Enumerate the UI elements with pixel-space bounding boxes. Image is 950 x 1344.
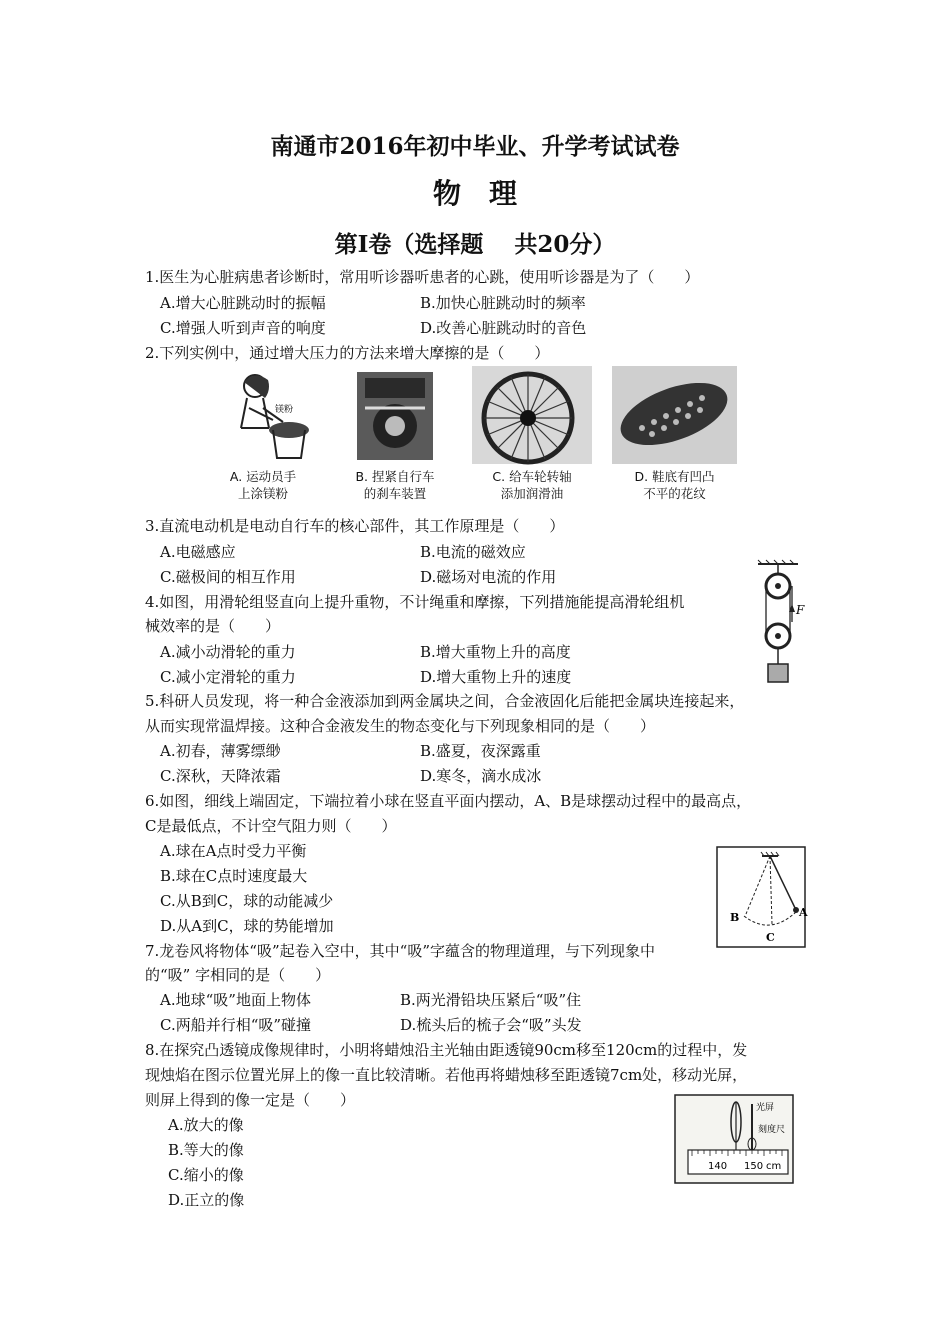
question-8-stem-line1: 8.在探究凸透镜成像规律时，小明将蜡烛沿主光轴由距透镜90cm移至120cm的过程中，发 [145,1041,748,1059]
q6-option-c: C.从B到C，球的动能减少 [160,892,334,910]
q8-option-d: D.正立的像 [168,1191,245,1209]
ruler-tick-150: 150 [744,1161,764,1172]
exam-title: 南通市2016年初中毕业、升学考试试卷 [270,133,680,160]
question-7-stem-line1: 7.龙卷风将物体“吸”起卷入空中，其中“吸”字蕴含的物理道理，与下列现象中 [145,942,655,960]
q5-option-c: C.深秋，天降浓霜 [160,767,281,785]
q3-option-a: A.电磁感应 [160,543,236,561]
q7-option-c: C.两船并行相“吸”碰撞 [160,1016,312,1034]
q2-caption-a-line2: 上涂镁粉 [237,486,288,501]
q2-figure-a [213,368,313,508]
section-title: 第Ⅰ卷（选择题 共20分） [334,231,616,258]
chalk-label: 镁粉 [275,405,294,415]
q7-option-d: D.梳头后的梳子会“吸”头发 [400,1016,582,1034]
q8-option-a: A.放大的像 [168,1116,244,1134]
q6-option-b: B.球在C点时速度最大 [160,867,308,885]
subject-title: 物 理 [432,177,517,210]
q2-caption-c-line1: C. 给车轮转轴 [492,469,572,484]
q4-option-d: D.增大重物上升的速度 [420,668,572,686]
screen-label: 光屏 [756,1103,775,1113]
point-b-label: B [730,911,740,924]
question-6-stem-line2: C是最低点，不计空气阻力则（ ） [145,817,397,835]
q3-option-d: D.磁场对电流的作用 [420,568,557,586]
question-1-stem: 1.医生为心脏病患者诊断时，常用听诊器听患者的心跳，使用听诊器是为了（ ） [145,268,700,286]
ruler-tick-140: 140 [708,1161,728,1172]
q6-option-d: D.从A到C，球的势能增加 [160,917,334,935]
q2-figure-c [472,366,592,508]
athlete-chalk-illustration [213,368,313,464]
q8-option-c: C.缩小的像 [168,1166,244,1184]
wheel-axle-photo [472,366,592,464]
bicycle-brake-photo [335,368,455,464]
q1-option-c: C.增强人听到声音的响度 [160,319,326,337]
q2-caption-b-line1: B. 捏紧自行车 [355,469,435,484]
question-2-stem: 2.下列实例中，通过增大压力的方法来增大摩擦的是（ ） [145,344,550,362]
q7-option-a: A.地球“吸”地面上物体 [160,991,311,1009]
q2-caption-b-line2: 的刹车装置 [363,486,427,501]
q3-option-b: B.电流的磁效应 [420,543,526,561]
question-5-stem-line1: 5.科研人员发现，将一种合金液添加到两金属块之间，合金液固化后能把金属块连接起来， [145,692,745,710]
q3-option-c: C.磁极间的相互作用 [160,568,296,586]
question-5-stem-line2: 从而实现常温焊接。这种合金液发生的物态变化与下列现象相同的是（ ） [145,717,656,735]
question-7-stem-line2: 的“吸” 字相同的是（ ） [145,966,331,984]
q4-option-b: B.增大重物上升的高度 [420,643,571,661]
q2-caption-d-line1: D. 鞋底有凹凸 [634,469,715,484]
question-6-stem-line1: 6.如图，细线上端固定，下端拉着小球在竖直平面内摆动，A、B是球摆动过程中的最高点， [145,792,752,810]
question-4-stem-line1: 4.如图，用滑轮组竖直向上提升重物，不计绳重和摩擦，下列措施能提高滑轮组机 [145,593,685,611]
ruler-unit: cm [766,1161,782,1172]
point-a-label: A [799,906,808,919]
q5-option-a: A.初春，薄雾缥缈 [160,742,281,760]
pendulum-figure [716,846,806,948]
pulley-system-figure [752,560,814,690]
lens-ruler-figure [674,1094,794,1184]
point-c-label: C [766,931,775,944]
question-8-stem-line2: 现烛焰在图示位置光屏上的像一直比较清晰。若他再将蜡烛移至距透镜7cm处，移动光屏， [145,1066,748,1084]
q5-option-b: B.盛夏，夜深露重 [420,742,541,760]
shoe-sole-photo [612,366,737,464]
q1-option-b: B.加快心脏跳动时的频率 [420,294,586,312]
q6-option-a: A.球在A点时受力平衡 [160,842,307,860]
q2-figure-d [612,366,737,508]
q2-figure-b [335,368,455,508]
question-4-stem-line2: 械效率的是（ ） [145,617,281,635]
q2-caption-d-line2: 不平的花纹 [643,486,706,501]
q5-option-d: D.寒冬，滴水成冰 [420,767,542,785]
q1-option-d: D.改善心脏跳动时的音色 [420,319,587,337]
force-label: F [796,603,805,617]
q7-option-b: B.两光滑铅块压紧后“吸”住 [400,991,582,1009]
q1-option-a: A.增大心脏跳动时的振幅 [160,294,326,312]
q4-option-a: A.减小动滑轮的重力 [160,643,296,661]
ruler-label: 刻度尺 [758,1125,786,1135]
q8-option-b: B.等大的像 [168,1141,244,1159]
q2-caption-c-line2: 添加润滑油 [500,486,564,501]
question-3-stem: 3.直流电动机是电动自行车的核心部件，其工作原理是（ ） [145,517,565,535]
question-8-stem-line3: 则屏上得到的像一定是（ ） [145,1091,356,1109]
q2-caption-a-line1: A. 运动员手 [229,469,297,484]
q4-option-c: C.减小定滑轮的重力 [160,668,296,686]
